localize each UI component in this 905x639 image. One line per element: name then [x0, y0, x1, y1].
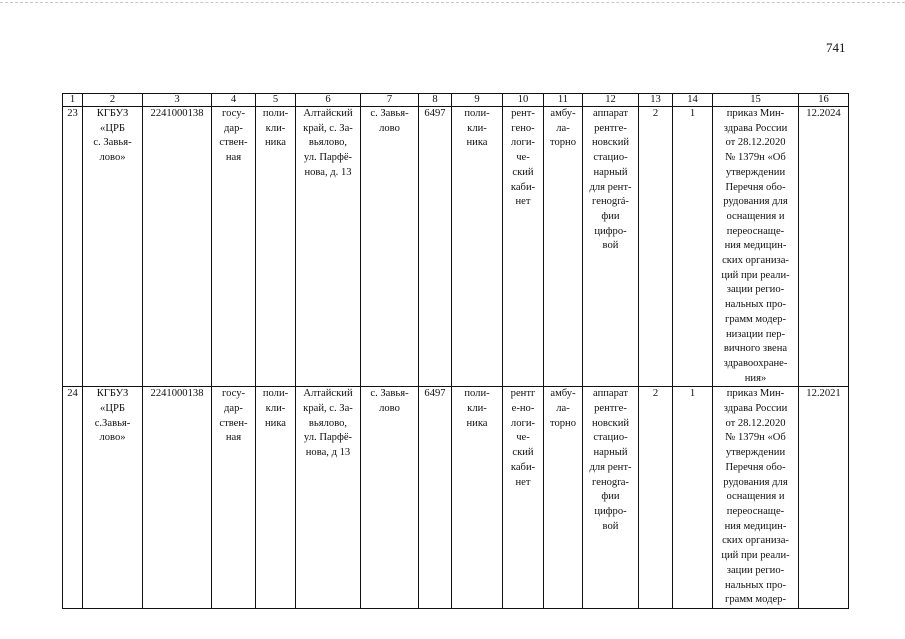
cell-text-line: логи- — [510, 417, 536, 429]
cell-text-line: рент- — [511, 108, 535, 119]
cell-text-line: е-но- — [511, 403, 535, 415]
table-cell-col-7 — [361, 107, 419, 387]
cell-text-line: госу- — [221, 108, 246, 119]
cell-text-line: от 28.12.2020 — [725, 137, 786, 149]
cell-text-line: кли- — [265, 403, 286, 415]
table-cell-col-4 — [212, 107, 256, 387]
cell-text-line: ла- — [556, 122, 570, 134]
cell-text-line: «ЦРБ — [100, 122, 125, 134]
table-cell-col-16 — [799, 387, 849, 609]
cell-text-line: цифро- — [594, 505, 627, 517]
table-cell-col-3 — [143, 107, 212, 387]
column-number-11: 11 — [544, 94, 583, 107]
table-cell-col-15 — [713, 387, 799, 609]
cell-text-line: Перечня обо- — [725, 181, 786, 193]
cell-text-line: с. Завья- — [370, 388, 409, 400]
cell-text-line: лово — [379, 122, 400, 134]
cell-text-line: ная — [225, 432, 242, 444]
column-number-row — [63, 94, 849, 107]
column-number-1: 1 — [63, 94, 83, 107]
cell-text-line: цифро- — [594, 225, 627, 237]
cell-text-line: кли- — [467, 403, 487, 415]
cell-text-line: поли- — [464, 388, 490, 400]
cell-text-line: низации пер- — [725, 328, 786, 340]
cell-text-line: вой — [602, 240, 619, 252]
cell-text-line: приказ Мин- — [726, 388, 785, 400]
cell-text-line: ций при реали- — [721, 269, 790, 281]
table-cell-col-8 — [419, 107, 452, 387]
cell-text-line: рентге- — [594, 403, 627, 415]
cell-text-line: гено- — [511, 122, 535, 134]
cell-text-line: 23 — [67, 108, 78, 119]
column-number-13: 13 — [639, 94, 673, 107]
cell-text-line: переоснаще- — [726, 505, 785, 517]
cell-text-line: ул. Парфё- — [303, 152, 353, 164]
cell-text-line: здравоохране- — [723, 357, 788, 369]
table-cell-col-9 — [452, 107, 503, 387]
column-number-9: 9 — [452, 94, 503, 107]
cell-text-line: каби- — [510, 461, 536, 473]
cell-text-line: 12.2024 — [806, 108, 841, 119]
table-cell-col-13 — [639, 107, 673, 387]
table-cell-col-1 — [63, 107, 83, 387]
cell-text-line: ский — [512, 447, 534, 459]
cell-text-line: нальных про- — [724, 579, 787, 591]
table-row — [63, 107, 849, 387]
column-number-12: 12 — [583, 94, 639, 107]
cell-text-line: ул. Парфё- — [303, 432, 353, 444]
cell-text-line: вьялово, — [308, 417, 348, 429]
cell-text-line: Алтайский — [303, 108, 353, 119]
cell-text-line: 2 — [652, 108, 659, 119]
cell-text-line: оснащения и — [726, 210, 785, 222]
cell-text-line: нова, д. 13 — [304, 166, 352, 178]
table-cell-col-5 — [256, 387, 296, 609]
cell-text-line: «ЦРБ — [100, 403, 125, 415]
cell-text-line: КГБУЗ — [96, 388, 129, 400]
cell-text-line: вой — [602, 520, 619, 532]
cell-text-line: № 1379н «Об — [725, 432, 786, 444]
cell-text-line: поли- — [262, 108, 289, 119]
column-number-8: 8 — [419, 94, 452, 107]
table-cell-col-3 — [143, 387, 212, 609]
cell-text-line: грамм модер- — [724, 313, 786, 325]
cell-text-line: стацио- — [593, 152, 628, 164]
cell-text-line: лово — [379, 403, 400, 415]
cell-text-line: амбу- — [550, 108, 576, 119]
cell-text-line: рентге- — [594, 122, 627, 134]
cell-text-line: генogra- — [592, 476, 629, 488]
cell-text-line: утверждении — [725, 447, 786, 459]
cell-text-line: 6497 — [424, 108, 446, 119]
cell-text-line: 6497 — [424, 388, 446, 400]
cell-text-line: ских организа- — [722, 535, 789, 547]
table-cell-col-2 — [83, 107, 143, 387]
cell-text-line: новский — [591, 417, 630, 429]
cell-text-line: нет — [515, 476, 531, 488]
cell-text-line: край, с. За- — [303, 403, 353, 415]
column-number-14: 14 — [673, 94, 713, 107]
cell-text-line: амбу- — [550, 388, 576, 400]
column-number-2: 2 — [83, 94, 143, 107]
cell-text-line: с. Завья- — [370, 108, 409, 119]
cell-text-line: ника — [264, 137, 287, 149]
table-cell-col-5 — [256, 107, 296, 387]
cell-text-line: ния» — [744, 372, 767, 384]
cell-text-line: № 1379н «Об — [725, 152, 786, 164]
cell-text-line: Перечня обо- — [725, 461, 786, 473]
cell-text-line: зации регио- — [726, 284, 785, 296]
cell-text-line: ника — [466, 137, 488, 149]
cell-text-line: фии — [601, 491, 620, 503]
table-cell-col-4 — [212, 387, 256, 609]
table-cell-col-12 — [583, 107, 639, 387]
column-number-16: 16 — [799, 94, 849, 107]
cell-text-line: ния медицин- — [724, 520, 787, 532]
cell-text-line: дар- — [224, 403, 243, 415]
cell-text-line: каби- — [510, 181, 536, 193]
cell-text-line: фии — [601, 210, 620, 222]
table-cell-col-11 — [544, 107, 583, 387]
cell-text-line: логи- — [510, 137, 536, 149]
cell-text-line: кли- — [265, 122, 286, 134]
table-cell-col-15 — [713, 107, 799, 387]
cell-text-line: для рент- — [589, 461, 632, 473]
cell-text-line: 1 — [689, 108, 696, 119]
cell-text-line: новский — [591, 137, 630, 149]
cell-text-line: 2241000138 — [150, 388, 204, 400]
table-cell-col-13 — [639, 387, 673, 609]
scan-top-edge — [0, 2, 905, 3]
cell-text-line: рудования для — [723, 476, 788, 488]
cell-text-line: поли- — [262, 388, 289, 400]
cell-text-line: 24 — [67, 388, 78, 400]
cell-text-line: оснащения и — [726, 491, 785, 503]
cell-text-line: 1 — [689, 388, 696, 400]
table-cell-col-10 — [503, 387, 544, 609]
cell-text-line: 2241000138 — [150, 108, 204, 119]
cell-text-line: ная — [225, 152, 242, 164]
column-number-10: 10 — [503, 94, 544, 107]
cell-text-line: край, с. За- — [303, 122, 353, 134]
cell-text-line: че- — [516, 432, 530, 444]
cell-text-line: нарный — [593, 447, 628, 459]
column-number-15: 15 — [713, 94, 799, 107]
table-cell-col-16 — [799, 107, 849, 387]
table-cell-col-6 — [296, 107, 361, 387]
cell-text-line: 12.2021 — [806, 388, 841, 400]
cell-text-line: здрава России — [723, 403, 788, 415]
cell-text-line: с. Завья- — [93, 137, 132, 149]
cell-text-line: торно — [549, 137, 577, 149]
table-cell-col-11 — [544, 387, 583, 609]
cell-text-line: поли- — [464, 108, 490, 119]
cell-text-line: ния медицин- — [724, 240, 787, 252]
cell-text-line: ника — [466, 417, 488, 429]
table-cell-col-6 — [296, 387, 361, 609]
cell-text-line: ствен- — [219, 137, 248, 149]
cell-text-line: Алтайский — [303, 388, 353, 400]
equipment-table — [62, 93, 849, 609]
table-row — [63, 387, 849, 609]
cell-text-line: от 28.12.2020 — [725, 417, 786, 429]
cell-text-line: ла- — [556, 403, 570, 415]
cell-text-line: ский — [512, 166, 534, 178]
cell-text-line: стацио- — [593, 432, 628, 444]
column-number-6: 6 — [296, 94, 361, 107]
cell-text-line: кли- — [467, 122, 487, 134]
cell-text-line: КГБУЗ — [96, 108, 129, 119]
cell-text-line: с.Завья- — [94, 417, 131, 429]
column-number-4: 4 — [212, 94, 256, 107]
cell-text-line: утверждении — [725, 166, 786, 178]
cell-text-line: лово» — [99, 432, 126, 444]
cell-text-line: рудования для — [723, 196, 788, 208]
cell-text-line: ствен- — [219, 417, 248, 429]
table-cell-col-2 — [83, 387, 143, 609]
cell-text-line: нет — [515, 196, 531, 208]
cell-text-line: генográ- — [592, 196, 629, 208]
table-cell-col-14 — [673, 387, 713, 609]
table-cell-col-9 — [452, 387, 503, 609]
cell-text-line: дар- — [224, 122, 243, 134]
table-cell-col-8 — [419, 387, 452, 609]
cell-text-line: аппарат — [593, 388, 628, 400]
cell-text-line: приказ Мин- — [726, 108, 785, 119]
column-number-5: 5 — [256, 94, 296, 107]
cell-text-line: нова, д 13 — [305, 447, 351, 459]
cell-text-line: торно — [549, 417, 577, 429]
table-cell-col-7 — [361, 387, 419, 609]
column-number-3: 3 — [143, 94, 212, 107]
page-number: 741 — [826, 40, 846, 55]
cell-text-line: лово» — [99, 152, 126, 164]
cell-text-line: госу- — [221, 388, 246, 400]
cell-text-line: аппарат — [593, 108, 628, 119]
cell-text-line: грамм модер- — [724, 594, 786, 606]
table-cell-col-14 — [673, 107, 713, 387]
cell-text-line: вичного звена — [723, 343, 788, 355]
cell-text-line: ника — [264, 417, 287, 429]
table-cell-col-10 — [503, 107, 544, 387]
table-cell-col-1 — [63, 387, 83, 609]
column-number-7: 7 — [361, 94, 419, 107]
cell-text-line: че- — [516, 152, 530, 164]
cell-text-line: ций при реали- — [721, 550, 790, 562]
cell-text-line: 2 — [652, 388, 659, 400]
cell-text-line: нарный — [593, 166, 628, 178]
cell-text-line: ских организа- — [722, 255, 789, 267]
cell-text-line: зации регио- — [726, 564, 785, 576]
cell-text-line: рентг — [510, 388, 536, 400]
table-cell-col-12 — [583, 387, 639, 609]
cell-text-line: для рент- — [589, 181, 632, 193]
cell-text-line: переоснаще- — [726, 225, 785, 237]
cell-text-line: здрава России — [723, 122, 788, 134]
cell-text-line: нальных про- — [724, 299, 787, 311]
cell-text-line: вьялово, — [308, 137, 348, 149]
